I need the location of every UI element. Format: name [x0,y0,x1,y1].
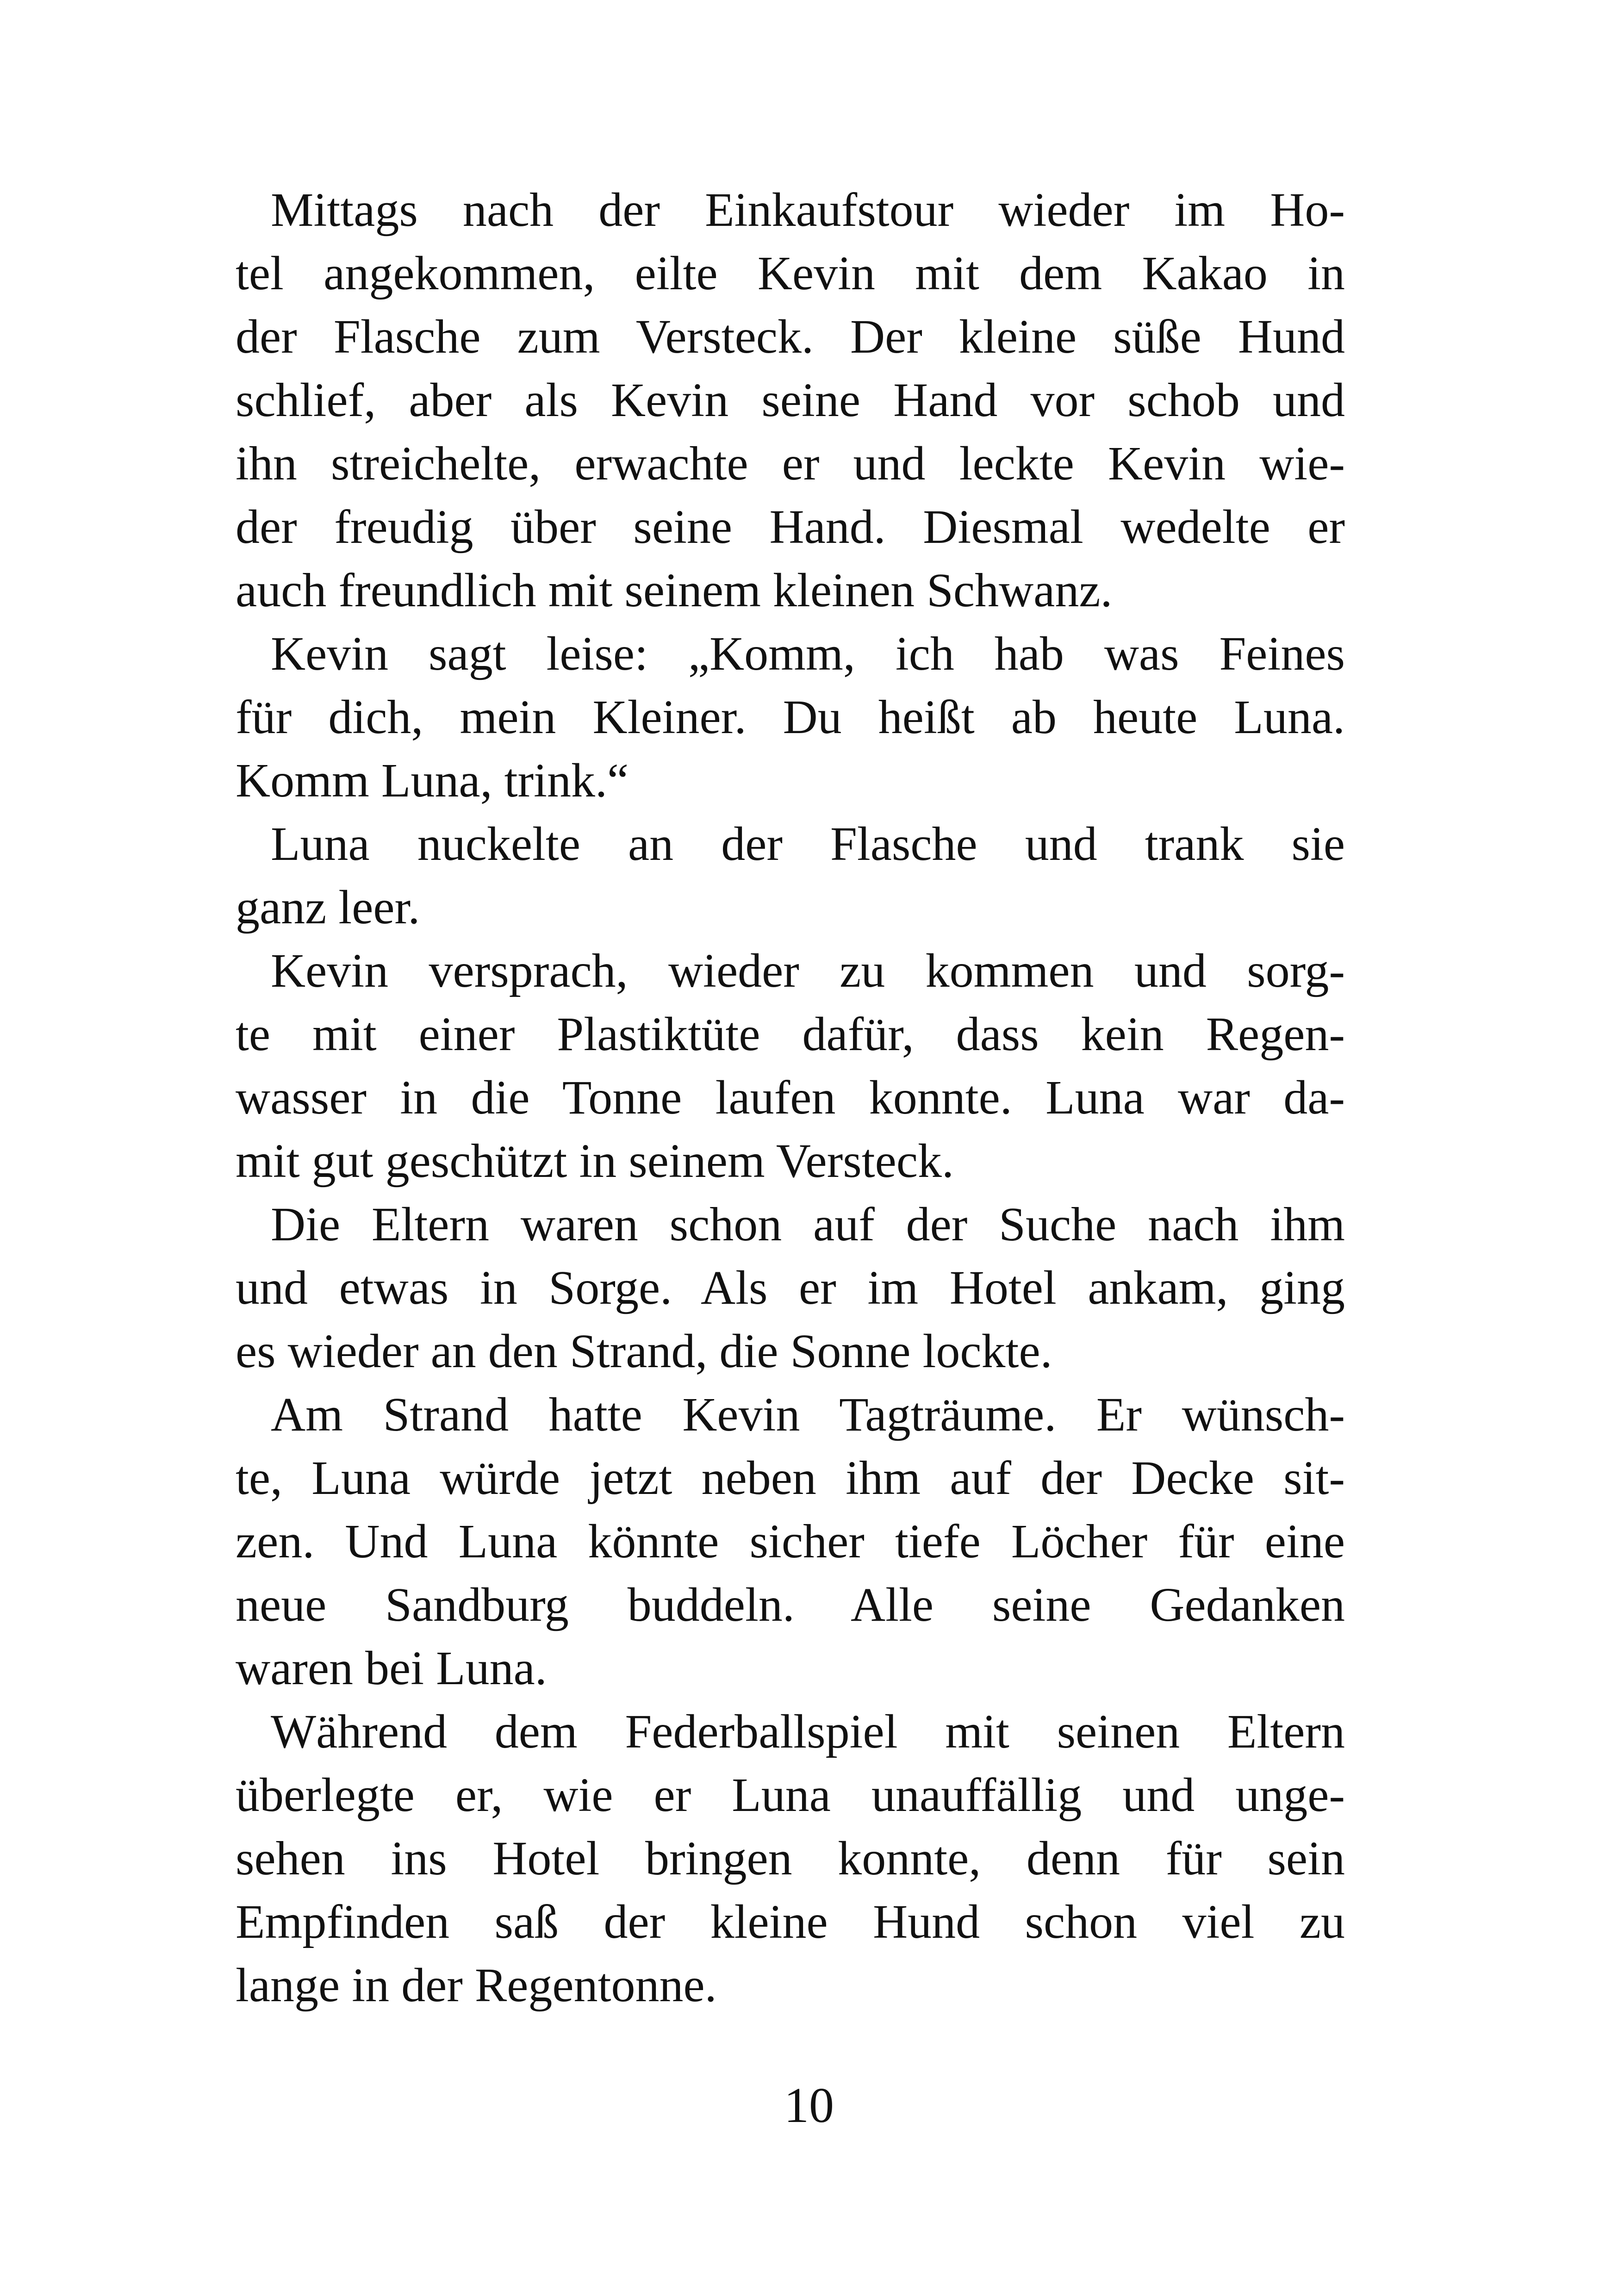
page-number: 10 [784,2078,834,2133]
text-line: zen. Und Luna könnte sicher tiefe Löcher für eine [236,1515,1345,1568]
text-line: ganz leer. [236,881,420,934]
text-line: es wieder an den Strand, die Sonne lockte. [236,1325,1052,1378]
text-line: überlegte er, wie er Luna unauffällig und unge- [236,1768,1345,1822]
text-line: te mit einer Plastiktüte dafür, dass kein Regen- [236,1008,1345,1061]
text-line: Kevin versprach, wieder zu kommen und sorg- [271,944,1345,997]
paragraph [236,622,1345,812]
text-line: tel angekommen, eilte Kevin mit dem Kakao in [236,247,1345,300]
text-line: Am Strand hatte Kevin Tagträume. Er wünsch- [271,1388,1345,1441]
text-line: ihn streichelte, erwachte er und leckte Kevin wie- [236,437,1345,490]
paragraph [236,178,1345,622]
text-line: Mittags nach der Einkaufstour wieder im Ho- [271,183,1345,236]
text-line: und etwas in Sorge. Als er im Hotel ankam, ging [236,1261,1345,1314]
text-line: Komm Luna, trink.“ [236,754,629,807]
text-line: waren bei Luna. [236,1642,547,1695]
text-line: wasser in die Tonne laufen konnte. Luna war da- [236,1071,1345,1124]
text-line: auch freundlich mit seinem kleinen Schwanz. [236,564,1113,617]
text-line: Luna nuckelte an der Flasche und trank sie [271,817,1345,871]
text-line: Während dem Federballspiel mit seinen Eltern [271,1705,1345,1758]
text-line: sehen ins Hotel bringen konnte, denn für sein [236,1832,1345,1885]
body-text [236,178,1345,2017]
text-line: lange in der Regentonne. [236,1959,717,2012]
text-line: schlief, aber als Kevin seine Hand vor schob und [236,373,1345,427]
text-line: mit gut geschützt in seinem Versteck. [236,1134,954,1188]
text-line: für dich, mein Kleiner. Du heißt ab heute Luna. [236,691,1345,744]
text-line: der freudig über seine Hand. Diesmal wedelte er [236,500,1345,554]
paragraph [236,1700,1345,2017]
paragraph [236,1193,1345,1383]
text-line: der Flasche zum Versteck. Der kleine süße Hund [236,310,1345,363]
text-line: neue Sandburg buddeln. Alle seine Gedanken [236,1578,1345,1631]
paragraph [236,812,1345,939]
paragraph [236,939,1345,1193]
text-line: Kevin sagt leise: „Komm, ich hab was Feines [271,627,1345,680]
text-line: Empfinden saß der kleine Hund schon viel zu [236,1895,1345,1948]
paragraph [236,1383,1345,1700]
text-line: te, Luna würde jetzt neben ihm auf der Decke sit- [236,1451,1345,1505]
text-line: Die Eltern waren schon auf der Suche nach ihm [271,1198,1345,1251]
